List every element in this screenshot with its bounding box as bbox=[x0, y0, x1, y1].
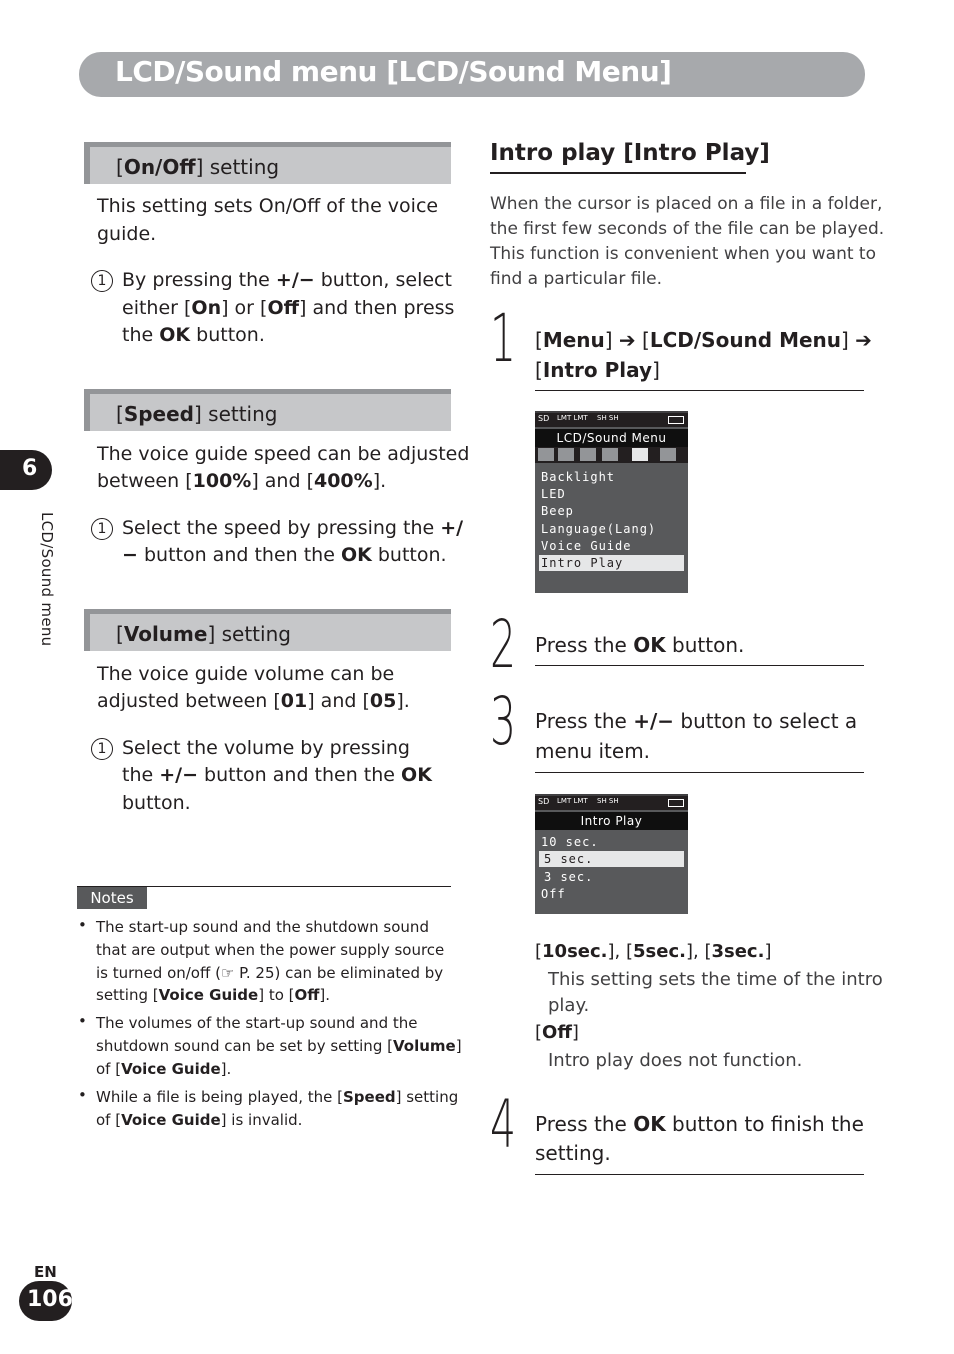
lcd-menu-title: LCD/Sound Menu bbox=[535, 429, 688, 447]
volume-step-line-3: button. bbox=[122, 792, 191, 814]
lcd-menu-item: Language(Lang) bbox=[541, 522, 657, 536]
volume-section-title: [Volume] setting bbox=[116, 622, 291, 646]
lcd-status-limit: LMT LMT bbox=[557, 797, 588, 805]
lcd-option-item: Off bbox=[541, 887, 566, 901]
onoff-step-line-2: either [On] or [Off] and then press bbox=[122, 297, 455, 319]
battery-icon bbox=[668, 799, 684, 807]
step-3-rule bbox=[535, 772, 864, 773]
lcd-intro-title: Intro Play bbox=[535, 812, 688, 830]
volume-step-number: 1 bbox=[91, 738, 113, 760]
note-3-line-2: of [Voice Guide] is invalid. bbox=[96, 1111, 303, 1129]
speed-step-line-1: Select the speed by pressing the +/ bbox=[122, 517, 464, 539]
sd-card-icon: SD bbox=[538, 797, 550, 806]
lcd-menu-item: Backlight bbox=[541, 470, 616, 484]
speed-section-header bbox=[84, 389, 451, 431]
mic-tab-icon bbox=[538, 448, 554, 461]
option-1-label: [10sec.], [5sec.], [3sec.] bbox=[535, 941, 772, 962]
step-1-number: 1 bbox=[490, 300, 517, 377]
step-1-line-2: [Intro Play] bbox=[535, 358, 660, 382]
tools-tab-icon bbox=[660, 448, 676, 461]
note-bullet-2: • bbox=[78, 1012, 87, 1030]
intro-paragraph-line-3: This function is convenient when you want to bbox=[490, 244, 877, 264]
lcd-status-bar bbox=[535, 796, 688, 810]
intro-paragraph-line-1: When the cursor is placed on a file in a folder, bbox=[490, 194, 883, 214]
speed-section-title: [Speed] setting bbox=[116, 402, 278, 426]
chapter-side-label: LCD/Sound menu bbox=[38, 512, 56, 647]
step-3-number: 3 bbox=[490, 683, 517, 760]
step-3-line-1: Press the +/− button to select a bbox=[535, 709, 858, 733]
speed-step-number: 1 bbox=[91, 518, 113, 540]
bookmark-tab-icon bbox=[602, 448, 618, 461]
step-4-line-1: Press the OK button to finish the bbox=[535, 1112, 864, 1136]
intro-play-heading-underline bbox=[490, 172, 746, 174]
reference-icon: ☞ bbox=[220, 964, 235, 982]
step-1-rule bbox=[535, 390, 864, 391]
notes-tag: Notes bbox=[77, 887, 147, 909]
step-2-number: 2 bbox=[490, 606, 517, 683]
language-label: EN bbox=[34, 1263, 57, 1281]
step-4-rule bbox=[535, 1174, 864, 1175]
lcd-option-item: 3 sec. bbox=[544, 870, 594, 884]
intro-play-heading: Intro play [Intro Play] bbox=[490, 140, 770, 166]
step-4-number: 4 bbox=[490, 1086, 517, 1163]
page-title: LCD/Sound menu [LCD/Sound Menu] bbox=[115, 55, 672, 88]
lcd-option-item: 10 sec. bbox=[541, 835, 599, 849]
step-1-line-1: [Menu] ➔ [LCD/Sound Menu] ➔ bbox=[535, 328, 872, 352]
option-2-desc: Intro play does not function. bbox=[548, 1050, 803, 1071]
lcd-menu-item: LED bbox=[541, 487, 566, 501]
lcd-option-item-selected: 5 sec. bbox=[544, 852, 594, 866]
lcd-screen-intro-play bbox=[535, 794, 688, 914]
note-3-line-1: While a file is being played, the [Speed] setting bbox=[96, 1088, 459, 1106]
lcd-status-limit: LMT LMT bbox=[557, 414, 588, 422]
step-3-line-2: menu item. bbox=[535, 739, 651, 763]
onoff-section-header bbox=[84, 142, 451, 184]
onoff-step-line-1: By pressing the +/− button, select bbox=[122, 269, 452, 291]
lcd-menu-tabs bbox=[535, 447, 688, 463]
volume-intro-line-1: The voice guide volume can be bbox=[97, 663, 395, 685]
intro-paragraph-line-4: find a particular file. bbox=[490, 269, 663, 289]
volume-section-header bbox=[84, 609, 451, 651]
onoff-intro-line-1: This setting sets On/Off of the voice bbox=[97, 195, 439, 217]
onoff-step-line-3: the OK button. bbox=[122, 324, 265, 346]
note-2-line-3: of [Voice Guide]. bbox=[96, 1060, 232, 1078]
speed-intro-line-1: The voice guide speed can be adjusted bbox=[97, 443, 470, 465]
onoff-section-title: [On/Off] setting bbox=[116, 155, 280, 179]
step-2-rule bbox=[535, 665, 864, 666]
note-2-line-1: The volumes of the start-up sound and the bbox=[96, 1014, 418, 1032]
option-2-label: [Off] bbox=[535, 1022, 579, 1043]
lcd-status-bar bbox=[535, 413, 688, 427]
volume-step-line-1: Select the volume by pressing bbox=[122, 737, 410, 759]
lcd-menu-item: Beep bbox=[541, 504, 574, 518]
onoff-intro-line-2: guide. bbox=[97, 223, 157, 245]
option-1-desc-line-2: play. bbox=[548, 995, 590, 1016]
step-2-line-1: Press the OK button. bbox=[535, 633, 745, 657]
volume-step-line-2: the +/− button and then the OK bbox=[122, 764, 432, 786]
lcd-status-sh: SH SH bbox=[597, 797, 619, 805]
onoff-step-number: 1 bbox=[91, 270, 113, 292]
note-1-line-3: is turned on/off (☞ P. 25) can be eliminated by bbox=[96, 964, 444, 982]
lcd-menu-item-selected: Intro Play bbox=[541, 556, 624, 570]
intro-paragraph bbox=[490, 192, 884, 292]
note-bullet-3: • bbox=[78, 1086, 87, 1104]
sd-card-icon: SD bbox=[538, 414, 550, 423]
note-2-line-2: shutdown sound can be set by setting [Volume] bbox=[96, 1037, 462, 1055]
file-tab-icon bbox=[580, 448, 596, 461]
lcd-screen-menu bbox=[535, 411, 688, 593]
volume-intro-line-2: adjusted between [01] and [05]. bbox=[97, 690, 410, 712]
note-1-line-1: The start-up sound and the shutdown sound bbox=[96, 918, 429, 936]
speed-intro-line-2: between [100%] and [400%]. bbox=[97, 470, 387, 492]
option-1-desc-line-1: This setting sets the time of the intro bbox=[548, 969, 883, 990]
lcd-menu-item: Voice Guide bbox=[541, 539, 632, 553]
note-1-line-4: setting [Voice Guide] to [Off]. bbox=[96, 986, 331, 1004]
speed-step-line-2: − button and then the OK button. bbox=[122, 544, 447, 566]
lcd-status-sh: SH SH bbox=[597, 414, 619, 422]
note-bullet-1: • bbox=[78, 916, 87, 934]
battery-icon bbox=[668, 416, 684, 424]
lcd-tab-icon bbox=[632, 448, 648, 461]
page-number: 106 bbox=[27, 1287, 73, 1312]
play-tab-icon bbox=[558, 448, 574, 461]
step-4-line-2: setting. bbox=[535, 1141, 611, 1165]
note-1-line-2: that are output when the power supply source bbox=[96, 941, 445, 959]
chapter-number: 6 bbox=[22, 456, 38, 481]
intro-paragraph-line-2: the first few seconds of the file can be played. bbox=[490, 219, 885, 239]
